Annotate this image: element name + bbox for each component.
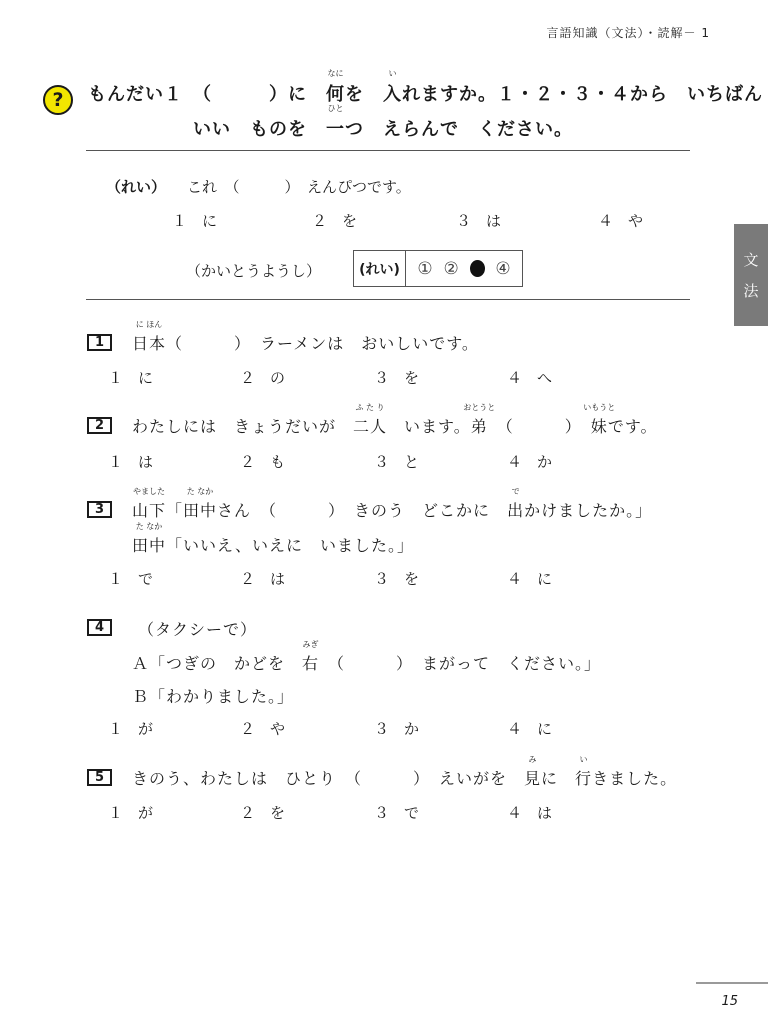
ruby-reading: に ほん — [135, 320, 163, 329]
ruby-reading: た なか — [135, 522, 163, 531]
instruction-line-1 — [88, 69, 763, 106]
question-4-line-b: Ｂ「わかりました。」 — [132, 687, 295, 706]
question-text: （ ） ラーメンは おいしいです。 — [166, 334, 479, 353]
ruby-word — [302, 640, 320, 674]
instruction-text: を — [345, 84, 383, 105]
ruby-word — [583, 403, 616, 437]
question-2-text — [132, 403, 658, 437]
question-3-text — [132, 487, 653, 521]
footer-rule — [696, 982, 768, 984]
question-text: わたしには きょうだいが — [132, 417, 354, 436]
ruby-word — [383, 69, 402, 106]
ruby-word — [524, 755, 542, 789]
question-text: さん （ ） きのう どこかに — [217, 501, 508, 520]
q4-option-3: ３ か — [374, 720, 420, 738]
example-option-1: １ に — [172, 212, 218, 230]
q2-option-1: １ は — [108, 453, 154, 471]
question-text: きました。 — [592, 769, 678, 788]
ruby-reading: いもうと — [583, 403, 616, 412]
instruction-text: れますか。１・２・３・４から いちばん — [402, 84, 763, 105]
example-option-3: ３ は — [456, 212, 502, 230]
q5-option-2: ２ を — [240, 804, 286, 822]
question-text: Ａ「つぎの かどを — [132, 654, 303, 673]
question-text: います。 — [387, 417, 471, 436]
mark-1: ① — [417, 258, 433, 279]
example-sentence: これ （ ） えんぴつです。 — [187, 178, 411, 196]
answer-sheet-label: （かいとうようし） — [186, 262, 322, 280]
side-tab-char-2: 法 — [743, 282, 759, 300]
ruby-word — [132, 522, 167, 556]
q3-option-4: ４ に — [507, 570, 553, 588]
question-4-context: （タクシーで） — [138, 620, 258, 639]
answer-marks — [406, 259, 522, 279]
instruction-text: いい ものを — [193, 119, 326, 140]
q4-option-2: ２ や — [240, 720, 286, 738]
ruby-base: 田中 — [132, 536, 167, 555]
question-text: （ ） まがって ください。」 — [319, 654, 602, 673]
divider-bottom — [86, 299, 690, 300]
ruby-reading: た なか — [186, 487, 214, 496]
ruby-base: 一 — [326, 119, 345, 140]
ruby-word — [575, 755, 593, 789]
ruby-word — [507, 487, 525, 521]
ruby-word — [183, 487, 218, 521]
ruby-reading: み — [528, 755, 537, 764]
ruby-word — [326, 104, 345, 141]
q3-option-1: １ で — [108, 570, 154, 588]
question-text: 「いいえ、いえに いました。」 — [166, 536, 414, 555]
question-number-1: 1 — [87, 334, 112, 351]
q4-option-1: １ が — [108, 720, 154, 738]
question-number-3: 3 — [87, 501, 112, 518]
q5-option-3: ３ で — [374, 804, 420, 822]
question-text: です。 — [607, 417, 658, 436]
divider-top — [86, 150, 690, 151]
ruby-word — [132, 320, 167, 354]
page-header: 言語知識（文法）・読解－ 1 — [546, 26, 710, 40]
ruby-base: 弟 — [470, 417, 488, 436]
q1-option-3: ３ を — [374, 369, 420, 387]
ruby-base: 日本 — [132, 334, 167, 353]
ruby-word — [463, 403, 496, 437]
q5-option-4: ４ は — [507, 804, 553, 822]
q1-option-2: ２ の — [240, 369, 286, 387]
question-text: に — [541, 769, 576, 788]
instruction-text: もんだい１ （ ）に — [88, 84, 326, 105]
q2-option-2: ２ も — [240, 453, 286, 471]
mark-2: ② — [443, 258, 459, 279]
question-1-text — [132, 320, 479, 354]
q2-option-4: ４ か — [507, 453, 553, 471]
question-5-text — [132, 755, 678, 789]
q1-option-4: ４ へ — [507, 369, 553, 387]
example-option-4: ４ や — [598, 212, 644, 230]
ruby-reading: おとうと — [463, 403, 496, 412]
page-number: 15 — [721, 994, 738, 1009]
ruby-base: 行 — [575, 769, 593, 788]
ruby-base: 何 — [326, 84, 345, 105]
ruby-reading: なに — [327, 69, 344, 78]
question-mark-icon: ? — [43, 85, 73, 115]
q4-option-4: ４ に — [507, 720, 553, 738]
ruby-reading: い — [579, 755, 588, 764]
ruby-base: 妹 — [590, 417, 608, 436]
ruby-base: 田中 — [183, 501, 218, 520]
question-3-reply — [132, 522, 414, 556]
q3-option-3: ３ を — [374, 570, 420, 588]
q5-option-1: １ が — [108, 804, 154, 822]
section-tab-grammar — [734, 224, 768, 326]
ruby-reading: ふ た り — [355, 403, 385, 412]
question-number-5: 5 — [87, 769, 112, 786]
mark-4: ④ — [495, 258, 511, 279]
ruby-reading: い — [388, 69, 397, 78]
q2-option-3: ３ と — [374, 453, 420, 471]
ruby-base: 入 — [383, 84, 402, 105]
question-4-line-a — [132, 640, 602, 674]
question-text: （ ） — [487, 417, 591, 436]
q3-option-2: ２ は — [240, 570, 286, 588]
example-option-2: ２ を — [312, 212, 358, 230]
answer-sheet-example — [353, 250, 523, 287]
ruby-base: 右 — [302, 654, 320, 673]
ruby-reading: で — [511, 487, 520, 496]
question-text: きのう、わたしは ひとり （ ） えいがを — [132, 769, 525, 788]
example-label: （れい） — [106, 178, 167, 196]
question-text: 「 — [166, 501, 184, 520]
ruby-word — [132, 487, 167, 521]
ruby-reading: やました — [133, 487, 165, 496]
instruction-text: つ えらんで ください。 — [345, 119, 573, 140]
question-text: かけましたか。」 — [524, 501, 653, 520]
ruby-word — [353, 403, 388, 437]
ruby-base: 二人 — [353, 417, 388, 436]
ruby-base: 見 — [524, 769, 542, 788]
ruby-base: 出 — [507, 501, 525, 520]
question-number-4: 4 — [87, 619, 112, 636]
ruby-reading: ひと — [327, 104, 344, 113]
ruby-reading: みぎ — [302, 640, 319, 649]
question-number-2: 2 — [87, 417, 112, 434]
ruby-base: 山下 — [132, 501, 167, 520]
answer-box-label: (れい) — [354, 251, 406, 286]
q1-option-1: １ に — [108, 369, 154, 387]
instruction-line-2 — [193, 104, 573, 141]
mark-3-filled — [470, 260, 485, 277]
side-tab-char-1: 文 — [743, 251, 759, 269]
